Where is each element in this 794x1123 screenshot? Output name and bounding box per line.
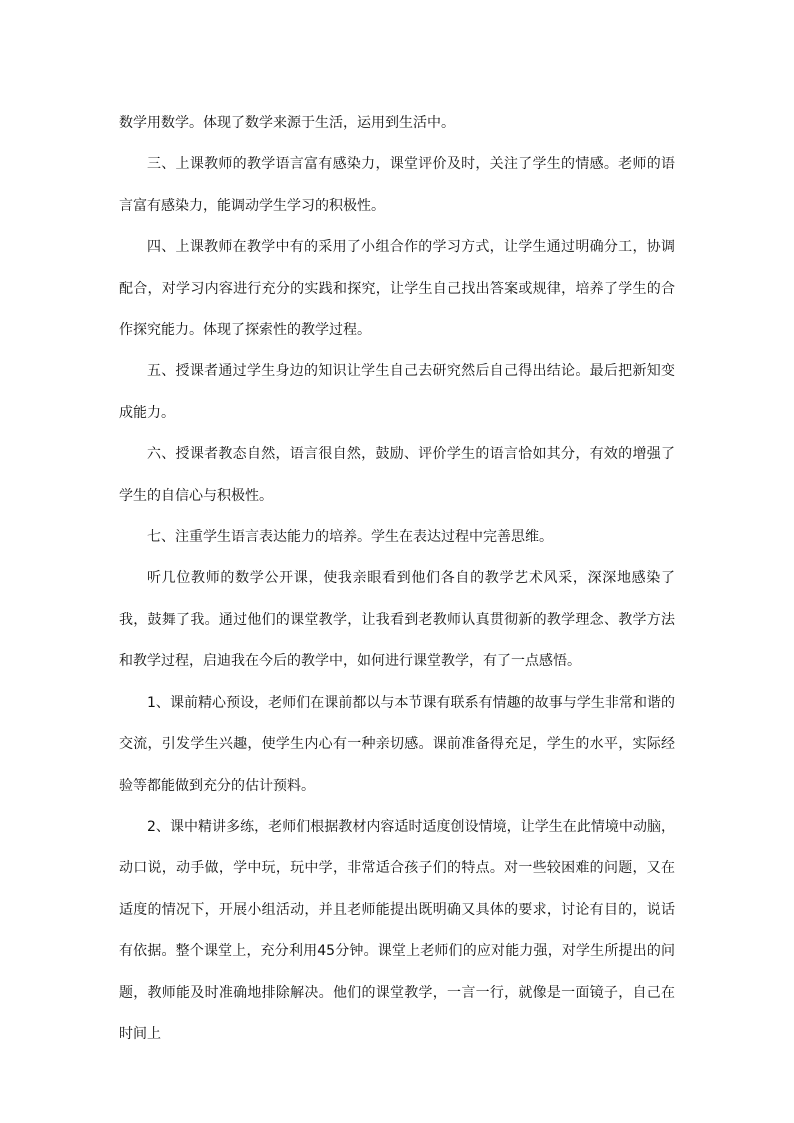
- paragraph-2: 三、上课教师的教学语言富有感染力，课堂评价及时，关注了学生的情感。老师的语言富有感染力，能调动学生学习的积极性。: [119, 156, 675, 214]
- paragraph-7: 听几位教师的数学公开课，使我亲眼看到他们各自的教学艺术风采，深深地感染了我，鼓舞了我。通过他们的课堂教学，让我看到老教师认真贯彻新的教学理念、教学方法和教学过程，启迪我在今后的教学中，如何进行课堂教学，有了一点感悟。: [119, 570, 675, 670]
- paragraph-5: 六、授课者教态自然，语言很自然，鼓励、评价学生的语言恰如其分，有效的增强了学生的自信心与积极性。: [119, 446, 675, 504]
- paragraph-6: 七、注重学生语言表达能力的培养。学生在表达过程中完善思维。: [147, 529, 553, 546]
- paragraph-4: 五、授课者通过学生身边的知识让学生自己去研究然后自己得出结论。最后把新知变成能力。: [119, 363, 675, 421]
- document-body: [119, 103, 675, 1055]
- paragraph-8: 1、课前精心预设，老师们在课前都以与本节课有联系有情趣的故事与学生非常和谐的交流，引发学生兴趣，使学生内心有一种亲切感。课前准备得充足，学生的水平，实际经验等都能做到充分的估计预料。: [119, 694, 675, 794]
- paragraph-1: 数学用数学。体现了数学来源于生活，运用到生活中。: [119, 115, 455, 131]
- paragraph-3: 四、上课教师在教学中有的采用了小组合作的学习方式，让学生通过明确分工，协调配合，对学习内容进行充分的实践和探究，让学生自己找出答案或规律，培养了学生的合作探究能力。体现了探索性的教学过程。: [119, 239, 675, 339]
- paragraph-9: 2、课中精讲多练，老师们根据教材内容适时适度创设情境，让学生在此情境中动脑，动口说，动手做，学中玩，玩中学，非常适合孩子们的特点。对一些较困难的问题，又在适度的情况下，开展小组活动，并且老师能提出既明确又具体的要求，讨论有目的，说话有依据。整个课堂上，充分利用45分钟。课堂上老师们的应对能力强，对学生所提出的问题，教师能及时准确地排除解决。他们的课堂教学，一言一行，就像是一面镜子，自己在时间上: [119, 818, 675, 1042]
